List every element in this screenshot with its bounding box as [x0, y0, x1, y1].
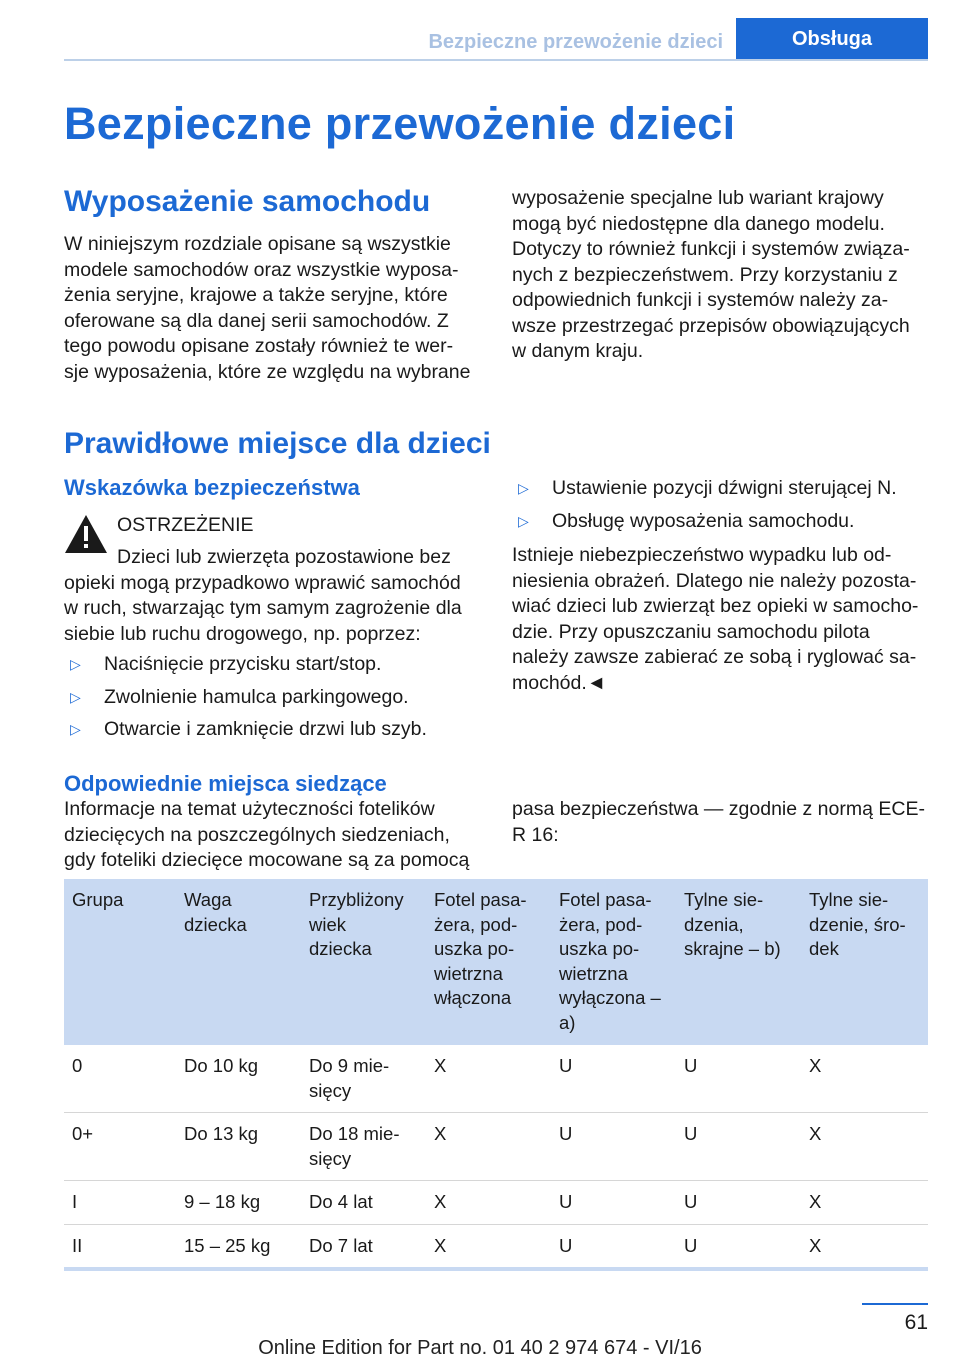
- table-cell: [176, 1181, 301, 1225]
- table-cell: [551, 1224, 676, 1269]
- text-line: gdy foteliki dziecięce mocowane są za pomocą: [64, 849, 470, 871]
- text-line: Istnieje niebezpieczeństwo wypadku lub od-: [512, 544, 892, 566]
- table-cell: [426, 1113, 551, 1181]
- cell-line: dzenia,: [684, 913, 744, 935]
- text-line: wiać dzieci lub zwierząt bez opieki w samocho-: [512, 595, 919, 617]
- text-line: nych z bezpieczeństwem. Przy korzystaniu z: [512, 263, 898, 286]
- cell-line: X: [809, 1234, 822, 1256]
- table-cell: [676, 1045, 801, 1113]
- table-cell: [676, 1113, 801, 1181]
- page-title: Bezpieczne przewożenie dzieci: [64, 98, 736, 149]
- list-item: [512, 509, 932, 535]
- table-cell: [64, 1181, 176, 1225]
- cell-line: uszka po-: [559, 938, 640, 959]
- table-cell: [801, 1113, 928, 1181]
- table-cell: [301, 1181, 426, 1225]
- table-cell: [426, 1045, 551, 1113]
- cell-line: sięcy: [309, 1079, 352, 1101]
- text-line: sje wyposażenia, które ze względu na wybrane: [64, 360, 471, 383]
- triangle-bullet-icon: ▷: [518, 480, 529, 496]
- cell-line: Tylne sie-: [809, 889, 889, 910]
- list-item-text: Obsługę wyposażenia samochodu.: [552, 509, 855, 532]
- section-heading-child-place: Prawidłowe miejsce dla dzieci: [64, 427, 491, 460]
- table-cell: [176, 1045, 301, 1113]
- triangle-bullet-icon: ▷: [70, 656, 81, 672]
- table-row: [64, 1224, 928, 1269]
- table-cell: [176, 1113, 301, 1181]
- text-line: żenia seryjne, krajowe a także seryjne, które: [64, 284, 448, 306]
- cell-line: I: [72, 1191, 78, 1212]
- seats-text-left: [64, 797, 494, 874]
- table-header-row: [64, 879, 928, 1045]
- cell-line: Do 4 lat: [309, 1191, 373, 1212]
- table-cell: [301, 1224, 426, 1269]
- cell-line: Do 7 lat: [309, 1234, 373, 1256]
- danger-text: [512, 543, 932, 696]
- text-line: dzie. Przy opuszczaniu samochodu pilota: [512, 620, 870, 643]
- cell-line: Do 10 kg: [184, 1055, 259, 1076]
- table-cell: [64, 1045, 176, 1113]
- bullet-list-right: [512, 469, 932, 534]
- footer-edition-text: Online Edition for Part no. 01 40 2 974 674 - VI/16: [258, 1337, 702, 1359]
- table-cell: [801, 1224, 928, 1269]
- text-line: W niniejszym rozdziale opisane są wszystkie: [64, 233, 451, 255]
- table-cell: [801, 1045, 928, 1113]
- text-line: R 16:: [512, 823, 559, 846]
- table-header-cell: [426, 879, 551, 1045]
- cell-line: U: [559, 1234, 573, 1256]
- cell-line: Waga: [184, 889, 232, 910]
- page-number: 61: [904, 1311, 928, 1334]
- table-cell: [551, 1045, 676, 1113]
- text-line: opieki mogą przypadkowo wprawić samochód: [64, 571, 461, 594]
- cell-line: wyłączona –: [559, 987, 661, 1008]
- cell-line: X: [434, 1123, 447, 1144]
- header-chapter-tab: Obsługa: [736, 18, 928, 61]
- table-body: [64, 1045, 928, 1269]
- cell-line: X: [434, 1055, 447, 1076]
- text-line: mochód.◄: [512, 671, 607, 694]
- text-line: Dzieci lub zwierzęta pozostawione bez: [117, 546, 451, 568]
- text-line: siebie lub ruchu drogowego, np. poprzez:: [64, 622, 421, 645]
- text-line: Dotyczy to również funkcji i systemów związa-: [512, 238, 910, 260]
- text-line: mogą być niedostępne dla danego modelu.: [512, 212, 885, 235]
- table-cell: [426, 1181, 551, 1225]
- cell-line: X: [434, 1191, 447, 1212]
- text-line: w danym kraju.: [512, 340, 644, 362]
- text-line: modele samochodów oraz wszystkie wyposa-: [64, 258, 459, 281]
- list-item-text: Zwolnienie hamulca parkingowego.: [104, 685, 409, 708]
- equipment-text-left: [64, 232, 484, 385]
- cell-line: a): [559, 1011, 576, 1033]
- warning-text: [64, 545, 484, 647]
- cell-line: wiek: [309, 913, 347, 935]
- list-item-text: Naciśnięcie przycisku start/stop.: [104, 653, 382, 675]
- cell-line: U: [559, 1123, 573, 1144]
- cell-line: X: [809, 1123, 822, 1144]
- bullet-list-left: [64, 645, 484, 743]
- page-number-rule: [862, 1303, 928, 1305]
- cell-line: sięcy: [309, 1147, 352, 1169]
- table-header-cell: [301, 879, 426, 1045]
- cell-line: dek: [809, 938, 839, 959]
- cell-line: Do 18 mie-: [309, 1123, 400, 1144]
- list-item: [512, 476, 932, 502]
- seats-text-right: [512, 797, 942, 848]
- table-header-cell: [176, 879, 301, 1045]
- cell-line: X: [809, 1055, 822, 1076]
- table-header-cell: [64, 879, 176, 1045]
- cell-line: Przybliżony: [309, 889, 404, 910]
- text-line: należy zawsze zabierać ze sobą i ryglować sa-: [512, 646, 917, 668]
- table-cell: [801, 1181, 928, 1225]
- text-line: w ruch, stwarzając tym samym zagrożenie dla: [64, 597, 462, 619]
- table-cell: [176, 1224, 301, 1269]
- table-row: [64, 1045, 928, 1113]
- cell-line: 0: [72, 1055, 83, 1076]
- cell-line: II: [72, 1234, 83, 1256]
- warning-label: OSTRZEŻENIE: [117, 514, 254, 536]
- header-rule: [64, 59, 928, 61]
- cell-line: wietrzna: [434, 962, 503, 984]
- table-row: [64, 1181, 928, 1225]
- list-item: [64, 717, 484, 743]
- cell-line: żera, pod-: [434, 913, 518, 935]
- table-cell: [551, 1113, 676, 1181]
- cell-line: U: [559, 1191, 573, 1212]
- triangle-bullet-icon: ▷: [70, 688, 81, 705]
- text-line: tego powodu opisane zostały również te wer-: [64, 335, 454, 357]
- table-row: [64, 1113, 928, 1181]
- cell-line: Fotel pasa-: [434, 889, 527, 910]
- table-header-cell: [801, 879, 928, 1045]
- cell-line: U: [559, 1055, 573, 1076]
- table-header-cell: [551, 879, 676, 1045]
- text-line: wsze przestrzegać przepisów obowiązujących: [512, 314, 910, 337]
- table-cell: [301, 1113, 426, 1181]
- cell-line: X: [809, 1191, 822, 1212]
- cell-line: U: [684, 1234, 698, 1256]
- text-line: wyposażenie specjalne lub wariant krajowy: [512, 187, 884, 209]
- text-line: oferowane są dla danej serii samochodów. Z: [64, 309, 449, 332]
- header-section-title: Bezpieczne przewożenie dzieci: [428, 31, 723, 53]
- cell-line: U: [684, 1123, 698, 1144]
- text-line: pasa bezpieczeństwa — zgodnie z normą ECE-: [512, 798, 925, 820]
- cell-line: Grupa: [72, 889, 124, 910]
- list-item: [64, 685, 484, 711]
- text-line: odpowiednich funkcji i systemów należy za-: [512, 289, 889, 311]
- cell-line: włączona: [434, 987, 512, 1008]
- cell-line: uszka po-: [434, 938, 515, 959]
- seats-heading: Odpowiednie miejsca siedzące: [64, 771, 387, 796]
- safety-note-heading: Wskazówka bezpieczeństwa: [64, 475, 360, 500]
- table-cell: [676, 1181, 801, 1225]
- cell-line: Do 9 mie-: [309, 1055, 390, 1076]
- table-cell: [676, 1224, 801, 1269]
- cell-line: X: [434, 1234, 447, 1256]
- list-item: [64, 652, 484, 678]
- text-line: Informacje na temat użyteczności fotelików: [64, 798, 435, 820]
- cell-line: 0+: [72, 1123, 94, 1144]
- cell-line: 9 – 18 kg: [184, 1191, 261, 1212]
- child-seat-table: [64, 879, 928, 1271]
- cell-line: dziecka: [309, 938, 372, 959]
- table-cell: [426, 1224, 551, 1269]
- table-header-cell: [676, 879, 801, 1045]
- table-cell: [551, 1181, 676, 1225]
- cell-line: Do 13 kg: [184, 1123, 259, 1144]
- table-cell: [64, 1224, 176, 1269]
- cell-line: 15 – 25 kg: [184, 1234, 271, 1256]
- triangle-bullet-icon: ▷: [518, 512, 529, 529]
- cell-line: żera, pod-: [559, 913, 643, 935]
- list-item-text: Otwarcie i zamknięcie drzwi lub szyb.: [104, 718, 427, 740]
- cell-line: U: [684, 1191, 698, 1212]
- table-cell: [64, 1113, 176, 1181]
- text-line: dziecięcych na poszczególnych siedzeniach,: [64, 823, 450, 846]
- cell-line: dzenie, śro-: [809, 913, 906, 935]
- cell-line: dziecka: [184, 913, 247, 935]
- section-heading-equipment: Wyposażenie samochodu: [64, 185, 431, 218]
- cell-line: Fotel pasa-: [559, 889, 652, 910]
- cell-line: U: [684, 1055, 698, 1076]
- triangle-bullet-icon: ▷: [70, 721, 81, 737]
- cell-line: skrajne – b): [684, 938, 781, 959]
- text-line: niesienia obrażeń. Dlatego nie należy pozosta-: [512, 569, 917, 592]
- list-item-text: Ustawienie pozycji dźwigni sterującej N.: [552, 477, 897, 499]
- cell-line: Tylne sie-: [684, 889, 764, 910]
- cell-line: wietrzna: [559, 962, 628, 984]
- equipment-text-right: [512, 186, 932, 365]
- table-cell: [301, 1045, 426, 1113]
